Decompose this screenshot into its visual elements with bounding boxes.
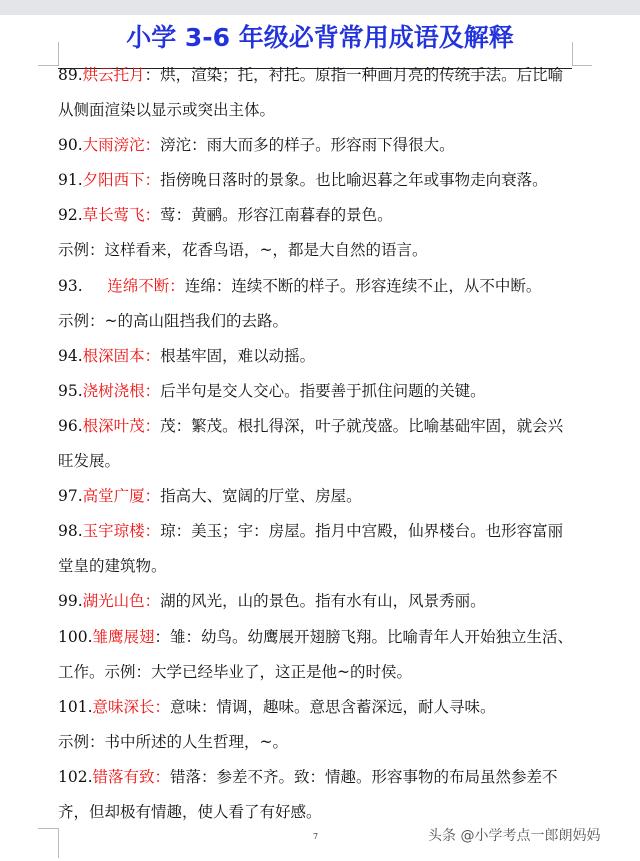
text-line [58,444,578,479]
idiom-explanation: 琼：美玉；宇：房屋。指月中宫殿，仙界楼台。也形容富丽 [160,522,564,541]
text-line [58,725,578,760]
idiom-explanation: 指高大、宽阔的厅堂、房屋。 [160,487,362,506]
idiom-explanation: 连绵：连续不断的样子。形容连续不止，从不中断。 [184,276,542,295]
idiom-number: 89. [58,66,83,84]
idiom-explanation: ：雏：幼鸟。幼鹰展开翅膀飞翔。比喻青年人开始独立生活、 [154,627,574,646]
idiom-explanation: 指傍晚日落时的景象。也比喻迟暮之年或事物走向衰落。 [160,171,548,190]
idiom-list [58,58,578,830]
idiom-number: 98. [58,522,83,541]
idiom-term: 湖光山色： [82,592,161,611]
idiom-explanation: 示例：~的高山阻挡我们的去路。 [58,311,288,330]
text-line [58,655,578,690]
idiom-term: 草长莺飞： [82,206,161,225]
idiom-number: 102. [58,767,93,786]
idiom-term: 错落有致： [92,767,171,786]
idiom-term: 浇树浇根： [82,381,161,400]
idiom-explanation: 旺发展。 [58,452,121,471]
idiom-explanation: 从侧面渲染以显示或突出主体。 [58,101,276,120]
idiom-term: 雏鹰展翅 [92,627,155,646]
crop-mark [38,828,58,829]
idiom-explanation: 示例：这样看来，花香鸟语，~，都是大自然的语言。 [58,241,428,260]
text-line [58,690,578,725]
text-line [58,58,578,93]
idiom-explanation: ：烘，渲染；托，衬托。原指一种画月亮的传统手法。后比喻 [144,66,564,84]
idiom-number: 91. [58,171,83,190]
idiom-number: 90. [58,136,83,155]
idiom-number: 92. [58,206,83,225]
idiom-explanation: 后半句是交人交心。指要善于抓住问题的关键。 [160,381,486,400]
idiom-explanation: 滂沱：雨大而多的样子。形容雨下得很大。 [160,136,455,155]
idiom-explanation: 堂皇的建筑物。 [58,557,167,576]
idiom-explanation: 湖的风光，山的景色。指有水有山，风景秀丽。 [160,592,486,611]
idiom-explanation: 茂：繁茂。根扎得深，叶子就茂盛。比喻基础牢固，就会兴 [160,416,564,435]
idiom-term: 大雨滂沱： [82,136,161,155]
text-line [58,339,578,374]
text-line [58,269,578,304]
idiom-explanation: 根基牢固，难以动摇。 [160,346,316,365]
text-line [58,233,578,268]
idiom-number: 96. [58,416,83,435]
text-line [58,479,578,514]
text-line [58,128,578,163]
text-line [58,304,578,339]
idiom-number: 101. [58,697,93,716]
idiom-number: 99. [58,592,83,611]
crop-mark [58,828,59,858]
text-line [58,549,578,584]
idiom-term: 高堂广厦： [82,487,161,506]
idiom-explanation: 示例：书中所述的人生哲理，~。 [58,732,288,751]
idiom-term: 意味深长： [92,697,171,716]
text-line [58,93,578,128]
idiom-explanation: 齐，但却极有情趣，使人看了有好感。 [58,802,322,821]
idiom-number: 97. [58,487,83,506]
idiom-explanation: 意味：情调，趣味。意思含蓄深远，耐人寻味。 [170,697,496,716]
idiom-number: 93. [58,276,108,295]
watermark: 头条 @小学考点一郎朗妈妈 [428,828,601,844]
idiom-number: 100. [58,627,93,646]
idiom-number: 94. [58,346,83,365]
idiom-term: 玉宇琼楼： [82,522,161,541]
text-line [58,514,578,549]
text-line [58,584,578,619]
text-line [58,620,578,655]
idiom-explanation: 工作。示例：大学已经毕业了，这正是他~的时侯。 [58,662,412,681]
page-title: 小学 3-6 年级必背常用成语及解释 [126,23,514,52]
text-line [58,409,578,444]
text-line [58,374,578,409]
crop-mark [38,65,58,66]
idiom-term: 烘云托月 [82,66,145,84]
idiom-term: 夕阳西下： [82,171,161,190]
idiom-term: 根深叶茂： [82,416,161,435]
idiom-explanation: 莺：黄鹂。形容江南暮春的景色。 [160,206,393,225]
text-line [58,760,578,795]
idiom-term: 根深固本： [82,346,161,365]
top-toolbar-strip [0,0,640,15]
idiom-term: 连绵不断： [107,276,185,295]
idiom-number: 95. [58,381,83,400]
text-line [58,198,578,233]
text-line [58,163,578,198]
idiom-explanation: 错落：参差不齐。致：情趣。形容事物的布局虽然参差不 [170,767,558,786]
page-number: 7 [313,832,319,841]
